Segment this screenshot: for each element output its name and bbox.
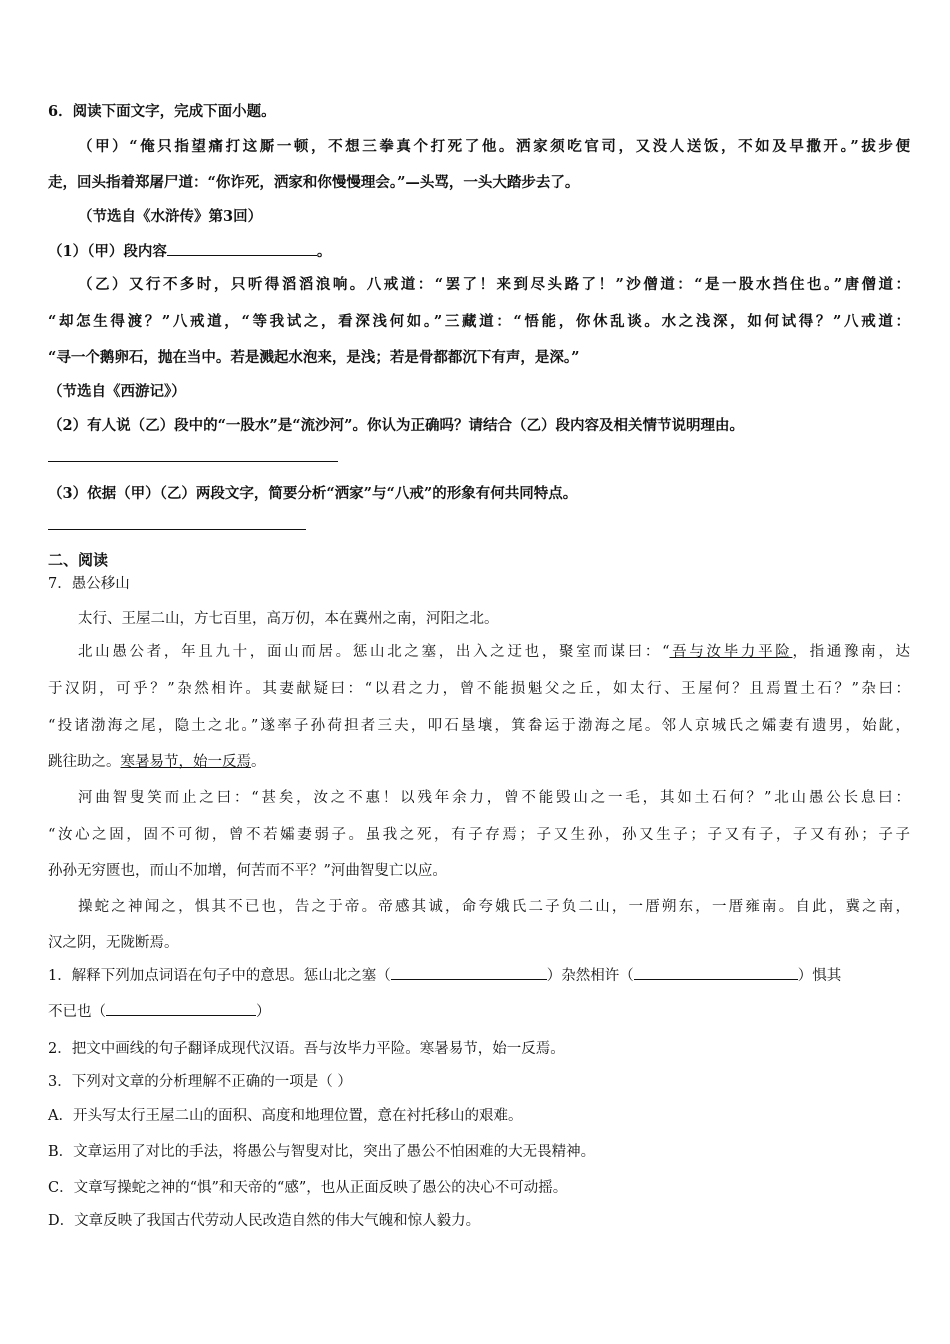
question-7-2: 2．把文中画线的句子翻译成现代汉语。吾与汝毕力平险。寒暑易节，始一反焉。 [48,1041,565,1057]
sub-question-1 [48,241,910,262]
passage-paragraph-2-line-2: 于汉阴，可乎？”杂然相许。其妻献疑曰：“以君之力，曾不能损魁父之丘，如太行、王屋何？且焉置土石？”杂曰： [48,681,910,697]
passage-paragraph-2-line-1 [78,642,910,662]
answer-blank[interactable] [634,965,798,980]
sub-question-2: （2）有人说（乙）段中的“一股水”是“流沙河”。你认为正确吗？请结合（乙）段内容及相关情节说明理由。 [48,417,744,434]
sub-question-3: （3）依据（甲）（乙）两段文字，简要分析“洒家”与“八戒”的形象有何共同特点。 [48,485,578,502]
text-span: ）惧其 [797,968,842,984]
passage-yi-line-2: “却怎生得渡？”八戒道，“等我试之，看深浅何如。”三藏道：“悟能，你休乱谈。水之浅深，如何试得？”八戒道： [48,313,910,330]
underlined-sentence: 寒暑易节，始一反焉 [120,754,251,770]
text-span: 不已也（ [48,1004,106,1020]
text-span: ）杂然相许（ [546,968,634,984]
option-c[interactable]: C．文章写操蛇之神的“惧”和天帝的“感”，也从正面反映了愚公的决心不可动摇。 [48,1180,568,1196]
question-7-1-line-1 [48,965,910,986]
question-7-header: 7．愚公移山 [48,576,130,592]
answer-blank[interactable] [106,1001,256,1016]
section-title: 二、阅读 [48,551,109,569]
underlined-sentence: 吾与汝毕力平险 [669,644,793,660]
answer-line[interactable] [48,529,306,530]
passage-paragraph-3-line-1: 河曲智叟笑而止之曰：“甚矣，汝之不惠！以残年余力，曾不能毁山之一毛，其如土石何？”北山愚公长息曰： [78,790,910,806]
passage-jia-line-1: （甲）“俺只指望痛打这厮一顿，不想三拳真个打死了他。洒家须吃官司，又没人送饭，不如及早撒开。”拔步便 [78,138,910,155]
passage-paragraph-2-line-3: “投诸渤海之尾，隐土之北。”遂率子孙荷担者三夫，叩石垦壤，箕畚运于渤海之尾。邻人京城氏之孀妻有遗男，始龀， [48,718,910,734]
text-span: 北山愚公者，年且九十，面山而居。惩山北之塞，出入之迂也，聚室而谋曰：“ [78,644,670,660]
sub-question-1-end: 。 [316,243,332,260]
question-6-header [48,102,910,122]
text-span: ） [256,1004,271,1020]
text-span: 跳往助之。 [48,754,121,770]
answer-blank[interactable] [167,241,317,256]
question-7-3: 3．下列对文章的分析理解不正确的一项是（ ） [48,1074,352,1090]
passage-jia-source: （节选自《水浒传》第3回） [78,208,263,225]
question-7-1-line-2 [48,1001,910,1022]
passage-paragraph-3-line-3: 孙孙无穷匮也，而山不加增，何苦而不平？”河曲智叟亡以应。 [48,863,447,879]
answer-blank[interactable] [391,965,547,980]
option-d[interactable]: D．文章反映了我国古代劳动人民改造自然的伟大气魄和惊人毅力。 [48,1213,481,1229]
passage-paragraph-4-line-1: 操蛇之神闻之，惧其不已也，告之于帝。帝感其诚，命夸娥氏二子负二山，一厝朔东，一厝雍南。自此，冀之南， [78,899,910,915]
sub-question-1-text: （1）（甲）段内容 [48,243,167,260]
passage-paragraph-4-line-2: 汉之阴，无陇断焉。 [48,935,179,951]
passage-jia-line-2: 走，回头指着郑屠尸道：“你诈死，洒家和你慢慢理会。”—头骂，一头大踏步去了。 [48,174,580,191]
answer-line[interactable] [48,461,338,462]
passage-yi-line-3: “寻一个鹅卵石，抛在当中。若是溅起水泡来，是浅；若是骨都都沉下有声，是深。” [48,349,580,366]
passage-paragraph-1: 太行、王屋二山，方七百里，高万仞，本在冀州之南，河阳之北。 [78,611,499,627]
text-span: 1．解释下列加点词语在句子中的意思。惩山北之塞（ [48,968,391,984]
question-6-title: 6．阅读下面文字，完成下面小题。 [48,103,276,120]
option-b[interactable]: B．文章运用了对比的手法，将愚公与智叟对比，突出了愚公不怕困难的大无畏精神。 [48,1144,596,1160]
passage-paragraph-2-line-4 [48,752,910,772]
text-span: 。 [251,754,266,770]
passage-yi-line-1: （乙）又行不多时，只听得滔滔浪响。八戒道：“罢了！来到尽头路了！”沙僧道：“是一股水挡住也。”唐僧道： [78,276,910,293]
text-span: ，指通豫南，达 [792,644,911,660]
passage-yi-source: （节选自《西游记》） [48,383,186,400]
passage-paragraph-3-line-2: “汝心之固，固不可彻，曾不若孀妻弱子。虽我之死，有子存焉；子又生孙，孙又生子；子又有子，子又有孙；子子 [48,827,910,843]
option-a[interactable]: A．开头写太行王屋二山的面积、高度和地理位置，意在衬托移山的艰难。 [48,1108,523,1124]
